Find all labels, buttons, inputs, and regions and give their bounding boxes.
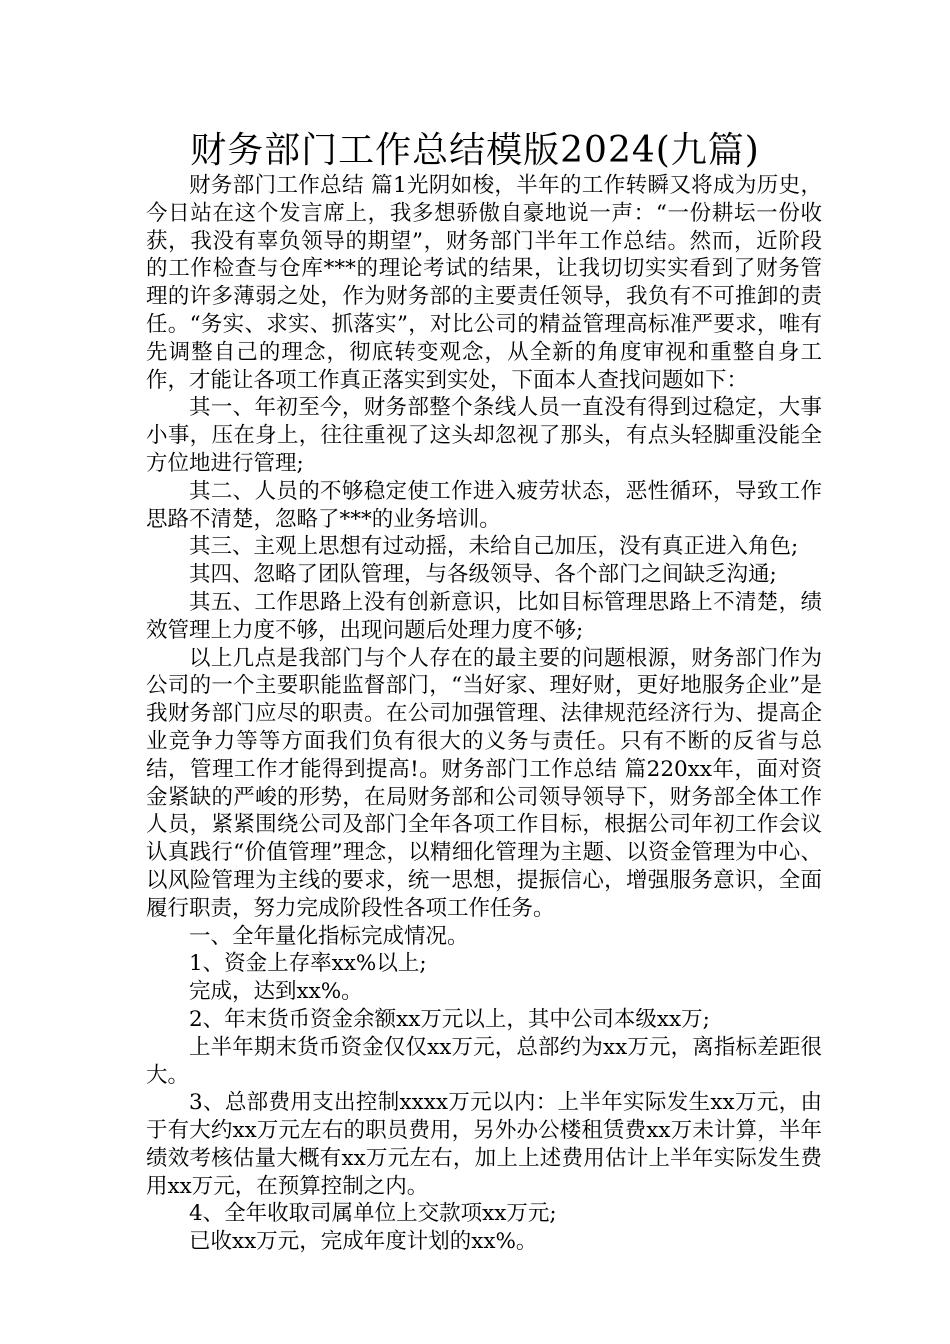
paragraph: 完成，达到xx%。	[189, 979, 363, 1005]
document-body	[146, 172, 822, 1256]
paragraph: 一、全年量化指标完成情况。	[189, 923, 469, 949]
paragraph: 已收xx万元，完成年度计划的xx%。	[189, 1229, 538, 1255]
paragraph: 其一、年初至今，财务部整个条线人员一直没有得到过稳定，大事小事，压在身上，往往重视了这头却忽视了那头，有点头轻脚重没能全方位地进行管理;	[146, 395, 822, 476]
paragraph: 以上几点是我部门与个人存在的最主要的问题根源，财务部门作为公司的一个主要职能监督部门，“当好家、理好财，更好地服务企业”是我财务部门应尽的职责。在公司加强管理、法律规范经济行为、提高企业竞争力等等方面我们负有很大的义务与责任。只有不断的反省与总结，管理工作才能得到提高!。财务部门工作总结 篇220xx年，面对资金紧缺的严峻的形势，在局财务部和公司领导领导下，财务部全体工作人员，紧紧围绕公司及部门全年各项工作目标，根据公司年初工作会议认真践行“价值管理”理念，以精细化管理为主题、以资金管理为中心、以风险管理为主线的要求，统一思想，提振信心，增强服务意识，全面履行职责，努力完成阶段性各项工作任务。	[146, 645, 822, 921]
paragraph: 财务部门工作总结 篇1光阴如梭，半年的工作转瞬又将成为历史，今日站在这个发言席上，我多想骄傲自豪地说一声：“一份耕坛一份收获，我没有辜负领导的期望”，财务部门半年工作总结。然而，近阶段的工作检查与仓库***的理论考试的结果，让我切切实实看到了财务管理的许多薄弱之处，作为财务部的主要责任领导，我负有不可推卸的责任。“务实、求实、抓落实”，对比公司的精益管理高标准严要求，唯有先调整自己的理念，彻底转变观念，从全新的角度审视和重整自身工作，才能让各项工作真正落实到实处，下面本人查找问题如下：	[146, 173, 822, 393]
paragraph: 其四、忽略了团队管理，与各级领导、各个部门之间缺乏沟通;	[189, 562, 777, 588]
paragraph: 其二、人员的不够稳定使工作进入疲劳状态，恶性循环，导致工作思路不清楚，忽略了***的业务培训。	[146, 478, 822, 532]
paragraph: 1、资金上存率xx%以上;	[189, 951, 427, 977]
paragraph: 2、年末货币资金余额xx万元以上，其中公司本级xx万;	[189, 1006, 710, 1032]
document-title: 财务部门工作总结模版2024(九篇)	[190, 130, 760, 171]
paragraph: 上半年期末货币资金仅仅xx万元，总部约为xx万元，离指标差距很大。	[146, 1034, 822, 1088]
paragraph: 其三、主观上思想有过动摇，未给自己加压，没有真正进入角色;	[189, 534, 799, 560]
paragraph: 4、全年收取司属单位上交款项xx万元;	[189, 1201, 557, 1227]
paragraph: 3、总部费用支出控制xxxx万元以内：上半年实际发生xx万元，由于有大约xx万元左右的职员费用，另外办公楼租赁费xx万未计算，半年绩效考核估量大概有xx万元左右，加上上述费用估计上半年实际发生费用xx万元，在预算控制之内。	[146, 1090, 822, 1199]
paragraph: 其五、工作思路上没有创新意识，比如目标管理思路上不清楚，绩效管理上力度不够，出现问题后处理力度不够;	[146, 589, 822, 643]
